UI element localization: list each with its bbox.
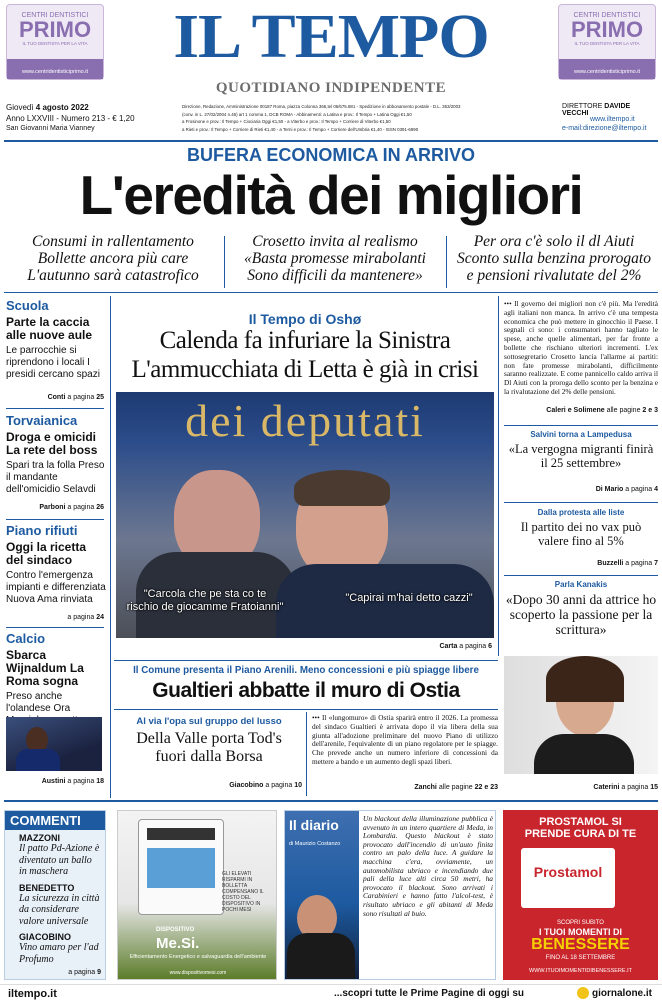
lead-author: Caleri e Solimene bbox=[546, 407, 605, 414]
comments-page-label: a pagina bbox=[68, 969, 98, 976]
lead-sub-line: «Basta promesse mirabolanti bbox=[244, 250, 426, 267]
footer-promo: ...scopri tutte le Prime Pagine di oggi su bbox=[334, 988, 525, 999]
ostia-headline[interactable]: Gualtieri abbatte il muro di Ostia bbox=[152, 679, 460, 702]
right-story-kicker: Parla Kanakis bbox=[554, 580, 608, 589]
lead-sub-divider bbox=[224, 236, 225, 288]
admin-line: Direzione, Redazione, Amministrazione 00187 Roma, piazza Colonna 366,tel 06/675.881 - Spedizione in abbonamento postale - D.L. 353/2003 bbox=[182, 104, 461, 109]
right-story-headline: «Dopo 30 anni da attrice ho scoperto la passione per la scrittura» bbox=[505, 592, 657, 637]
column-divider bbox=[306, 712, 307, 796]
primo-ad-url: www.centridentisticiprimo.it bbox=[21, 69, 89, 75]
tods-kicker: Al via l'opa sul gruppo del lusso bbox=[136, 716, 282, 727]
comments-box[interactable] bbox=[4, 810, 106, 980]
comment-text: La sicurezza in città da considerare valore universale bbox=[19, 892, 100, 927]
diario-title: Il diario bbox=[289, 817, 339, 833]
mesi-device bbox=[138, 819, 224, 915]
lead-ref bbox=[504, 407, 658, 414]
right-story-ref bbox=[593, 784, 658, 791]
footer-site[interactable]: iltempo.it bbox=[8, 988, 57, 1000]
issue-number: Anno LXXVIII - Numero 213 - € 1,20 bbox=[6, 114, 135, 123]
sidebar-item[interactable] bbox=[6, 631, 106, 791]
photo-banner-text: dei deputati bbox=[185, 395, 425, 446]
mesi-ad[interactable] bbox=[117, 810, 277, 980]
center-author: Carta bbox=[439, 643, 458, 650]
sidebar-ref bbox=[42, 778, 104, 785]
right-story-headline: «La vergogna migranti finirà il 25 settembre» bbox=[508, 442, 654, 470]
comment-text: Vino amaro per l'ad Profumo bbox=[19, 942, 99, 965]
sidebar-ref bbox=[48, 394, 104, 401]
tods-page-label: a pagina bbox=[263, 782, 295, 789]
sidebar-separator bbox=[6, 627, 104, 628]
right-story-page-label: a pagina bbox=[619, 784, 651, 791]
lead-sub-line: Sono difficili da mantenere» bbox=[247, 267, 423, 284]
center-headline-2[interactable]: L'ammucchiata di Letta è già in crisi bbox=[131, 356, 479, 383]
lead-sub-line: Bollette ancora più care bbox=[37, 250, 189, 267]
primo-ad-top: CENTRI DENTISTICI bbox=[21, 12, 89, 19]
newspaper-subtitle: QUOTIDIANO INDIPENDENTE bbox=[215, 80, 447, 96]
primo-ad-name: PRIMO bbox=[570, 17, 644, 42]
lead-divider bbox=[4, 292, 658, 293]
sidebar-headline: Sbarca Wijnaldum La Roma sogna bbox=[6, 648, 84, 688]
comment-author: GIACOBINO bbox=[19, 932, 72, 942]
sidebar-separator bbox=[6, 408, 104, 409]
comment-item[interactable] bbox=[19, 932, 101, 965]
tods-headline-2: fuori dalla Borsa bbox=[155, 748, 263, 765]
lead-sub-line: Crosetto invita al realismo bbox=[252, 233, 418, 250]
lead-sub-3 bbox=[448, 233, 660, 284]
bottom-section-divider bbox=[4, 800, 658, 802]
prost-head-2: PRENDE CURA DI TE bbox=[524, 828, 637, 840]
lead-sub-line: Sconto sulla benzina prorogato bbox=[457, 250, 651, 267]
right-col-separator bbox=[504, 575, 658, 576]
website-link[interactable]: www.iltempo.it bbox=[590, 116, 635, 123]
ostia-author: Zanchi bbox=[414, 784, 437, 791]
person-right-hair bbox=[294, 470, 390, 506]
prost-head-1: PROSTAMOL SI bbox=[539, 816, 622, 828]
primo-ad-left[interactable] bbox=[6, 4, 104, 80]
lead-headline[interactable]: L'eredità dei migliori bbox=[79, 164, 583, 226]
admin-line: a Frosinone e prov.: Il Tempo + Ciociaria Oggi €1,50 - a Viterbo e prov.: Il Tempo + Corriere di Viterbo €1,50 bbox=[182, 119, 391, 124]
admin-line: (conv. in L. 27/02/2004 n.46) art 1 comma 1, DCB ROMA - Abbinamenti: a Latina e prov.: Il Tempo + Latina Oggi €1,50 bbox=[182, 111, 412, 117]
newspaper-logo[interactable]: IL TEMPO bbox=[173, 1, 489, 72]
primo-ad-name: PRIMO bbox=[18, 17, 92, 42]
sidebar-page: 18 bbox=[96, 778, 104, 785]
right-story-author: Caterini bbox=[593, 784, 620, 791]
sidebar-separator bbox=[6, 519, 104, 520]
prost-brand: Prostamol bbox=[533, 864, 603, 880]
right-story-kicker: Salvini torna a Lampedusa bbox=[530, 430, 632, 439]
primo-ad-tag: IL TUO DENTISTA PER LA VITA bbox=[574, 41, 640, 46]
lead-sub-line: e pensioni rivalutate del 2% bbox=[466, 267, 642, 284]
ostia-divider bbox=[114, 660, 498, 661]
primo-ad-tag: IL TUO DENTISTA PER LA VITA bbox=[22, 41, 88, 46]
prost-cta-4: FINO AL 18 SETTEMBRE bbox=[545, 955, 616, 961]
right-story-page-label: a pagina bbox=[623, 560, 655, 567]
comment-item[interactable] bbox=[19, 833, 101, 878]
saint-of-day: San Giovanni Maria Vianney bbox=[6, 125, 95, 132]
sidebar-ref bbox=[67, 614, 104, 621]
date-main: 4 agosto 2022 bbox=[35, 103, 89, 112]
right-story[interactable] bbox=[504, 580, 658, 800]
tods-author: Giacobino bbox=[229, 782, 264, 789]
right-story-kicker: Dalla protesta alle liste bbox=[537, 508, 625, 517]
director-label: DIRETTORE bbox=[562, 103, 605, 110]
center-kicker: Il Tempo di Oshø bbox=[248, 311, 362, 327]
right-story-page: 4 bbox=[654, 486, 658, 493]
right-story-photo bbox=[504, 656, 658, 774]
tods-page: 10 bbox=[294, 782, 302, 789]
lead-sub-line: Consumi in rallentamento bbox=[32, 233, 194, 250]
primo-ad-right[interactable] bbox=[558, 4, 656, 80]
center-headline-1[interactable]: Calenda fa infuriare la Sinistra bbox=[159, 327, 451, 354]
email-link[interactable]: e-mail:direzione@iltempo.it bbox=[562, 125, 647, 132]
comment-text: Il patto Pd-Azione è diventato un ballo in maschera bbox=[19, 843, 100, 877]
sidebar-page: 24 bbox=[96, 614, 104, 621]
ostia-body: ••• Il «lungomuro» di Ostia sparirà entro il 2026. La promessa del sindaco Gualtieri è arrivata dopo il via libera della sua giunta all'adozione preliminare del nuovo Piano di utilizzo dell'arenile, l'equivalente di un piano regolatore per le spiagge. Che prevede anche un numero inferiore di concessioni da mettere a bando e un aumento degli spazi liberi. bbox=[312, 713, 498, 766]
sidebar-page-label: a pagina bbox=[65, 778, 97, 785]
issue-date bbox=[6, 103, 89, 112]
bubble-line: rischio de giocamme Fratoianni" bbox=[126, 601, 284, 613]
right-story-headline: Il partito dei no vax può valere fino al 5% bbox=[520, 520, 642, 548]
ostia-page-label: alle pagine bbox=[436, 784, 475, 791]
sidebar-section: Piano rifiuti bbox=[6, 523, 78, 538]
center-page: 6 bbox=[488, 643, 492, 650]
right-story-author: Di Mario bbox=[595, 486, 624, 493]
sidebar-page-label: a pagina bbox=[67, 614, 97, 621]
sidebar-headline: Droga e omicidi La rete del boss bbox=[6, 430, 98, 457]
sidebar-item[interactable] bbox=[6, 523, 106, 629]
masthead-divider bbox=[4, 140, 658, 142]
sidebar-item[interactable] bbox=[6, 413, 106, 519]
sidebar-headline: Parte la caccia alle nuove aule bbox=[6, 315, 93, 342]
sidebar-page-label: a pagina bbox=[65, 504, 97, 511]
lead-page-label: alle pagine bbox=[604, 407, 643, 414]
comment-item[interactable] bbox=[19, 883, 101, 928]
right-col-separator bbox=[504, 502, 658, 503]
lead-pages: 2 e 3 bbox=[642, 407, 658, 414]
right-story-page: 15 bbox=[650, 784, 658, 791]
prost-url: WWW.ITUOIMOMENTIDIBENESSERE.IT bbox=[529, 968, 632, 974]
column-divider bbox=[498, 296, 499, 656]
lead-sub-line: Per ora c'è solo il dl Aiuti bbox=[473, 233, 635, 250]
lead-kicker: BUFERA ECONOMICA IN ARRIVO bbox=[187, 145, 475, 165]
diario-byline: di Maurizio Costanzo bbox=[289, 841, 341, 847]
right-story-page-label: a pagina bbox=[623, 486, 655, 493]
center-ref bbox=[380, 643, 492, 650]
center-page-label: a pagina bbox=[457, 643, 489, 650]
tods-story[interactable] bbox=[114, 716, 304, 796]
speech-bubble-right: "Capirai m'hai detto cazzi" bbox=[345, 592, 473, 604]
mesi-sub: DISPOSITIVO bbox=[156, 927, 195, 933]
ostia-kicker: Il Comune presenta il Piano Arenili. Meno concessioni e più spiagge libere bbox=[133, 665, 479, 676]
mesi-brand: Me.Si. bbox=[156, 935, 200, 952]
director bbox=[562, 103, 658, 117]
lead-article-body: ••• Il governo dei migliori non c'è più. Ma l'eredità agli italiani non manca. In arrivo c'è una tempesta economica che può mettere in ginocchio il Paese. I segnali ci sono: i consumatori hanno tagliato le spese, anche quelle alimentari, per far fronte a bollette che rischiano ulteriori incrementi. L'ex sottosegretario Crosetto lancia l'allarme ai partiti: non fate promesse mirabolanti, difficilmente saranno realizzate. E come pannicello caldo arriva il Dl Aiuti con la proroga dello sconto per la benzina e la rivalutazione del 2% delle pensioni. bbox=[504, 299, 658, 396]
right-col-separator bbox=[504, 425, 658, 426]
sidebar-section: Scuola bbox=[6, 298, 49, 313]
sidebar-body: Preso anche l'olandese Ora bbox=[6, 691, 71, 714]
center-photo[interactable] bbox=[116, 392, 494, 638]
primo-ad-url: www.centridentisticiprimo.it bbox=[573, 69, 641, 75]
sidebar-body: Spari tra la folla Preso il mandante dell'omicidio Selavdi bbox=[6, 460, 105, 495]
right-story-ref bbox=[596, 486, 658, 493]
right-story-page: 7 bbox=[654, 560, 658, 567]
mesi-text: GLI ELEVATI RISPARMI IN BOLLETTA COMPENSANO IL COSTO DEL DISPOSITIVO IN POCHI MESI bbox=[222, 871, 264, 913]
comments-title: COMMENTI bbox=[5, 811, 105, 830]
sidebar-author: Austini bbox=[41, 778, 66, 785]
ostia-pages: 22 e 23 bbox=[474, 784, 498, 791]
right-story[interactable] bbox=[504, 508, 658, 570]
comment-author: BENEDETTO bbox=[19, 882, 75, 893]
comment-author: MAZZONI bbox=[19, 833, 60, 843]
sidebar-photo bbox=[6, 717, 102, 771]
prost-cta-1: SCOPRI SUBITO bbox=[557, 920, 604, 926]
tods-ref bbox=[229, 782, 302, 789]
sidebar-body: Contro l'emergenza impianti e differenziata Nuova Ama rinviata bbox=[6, 570, 106, 605]
bubble-line: "Carcola che pe sta co te bbox=[143, 588, 267, 600]
lead-sub-divider bbox=[446, 236, 447, 288]
sidebar-page-label: a pagina bbox=[65, 394, 97, 401]
diario-box[interactable] bbox=[284, 810, 496, 980]
lead-sub-2 bbox=[226, 233, 444, 284]
ostia-divider bbox=[114, 709, 498, 710]
date-prefix: Giovedì bbox=[6, 103, 36, 112]
right-story[interactable] bbox=[504, 430, 658, 496]
column-divider bbox=[110, 296, 111, 798]
sidebar-ref bbox=[39, 504, 104, 511]
prost-cta-2: I TUOI MOMENTI DI bbox=[539, 927, 622, 937]
sidebar-section: Calcio bbox=[6, 631, 46, 646]
primo-ad-top: CENTRI DENTISTICI bbox=[573, 12, 641, 19]
footer-giornalone[interactable]: giornalone.it bbox=[592, 988, 652, 999]
sidebar-body: Le parrocchie si riprendono i locali I presidi cercano spazi bbox=[6, 345, 100, 380]
mesi-claim: Efficientamento Energetico e salvaguardia dell'ambiente bbox=[129, 954, 267, 960]
diario-header bbox=[285, 811, 359, 979]
prost-cta-3: BENESSERE bbox=[531, 936, 630, 953]
comments-ref bbox=[68, 969, 101, 976]
sidebar-author: Conti bbox=[47, 394, 66, 401]
prost-box bbox=[521, 848, 615, 908]
sidebar-page: 26 bbox=[96, 504, 104, 511]
sidebar-item[interactable] bbox=[6, 298, 106, 404]
sidebar-page: 25 bbox=[96, 394, 104, 401]
sidebar-headline: Oggi la ricetta del sindaco bbox=[6, 540, 87, 567]
diario-body: Un blackout della illuminazione pubblica è avvenuto in un intero quartiere di Meda, in Lombardia. Questo blackout è stato provocato dall'incendio di un'auto finita contro un palo della luce. A guidare la macchina c'era, ovviamente, un automobilista ubriaco e incendiando due pali della luce alti circa 50 metri, ha provocato il blackout. Sono arrivati i Carabinieri e hanno fatto l'alcol-test, è risultato ubriaco e gli abitanti di Meda sono risultati al buio. bbox=[363, 814, 493, 918]
sidebar-author: Parboni bbox=[39, 504, 66, 511]
right-story-author: Buzzelli bbox=[597, 560, 624, 567]
mesi-url: www.dispositivomesi.com bbox=[169, 970, 227, 976]
speech-bubble-left bbox=[120, 588, 290, 614]
lead-sub-1 bbox=[4, 233, 222, 284]
lead-sub-line: L'autunno sarà catastrofico bbox=[27, 267, 199, 284]
tods-headline-1: Della Valle porta Tod's bbox=[136, 730, 282, 747]
sidebar-section: Torvaianica bbox=[6, 413, 78, 428]
giornalone-logo-icon bbox=[577, 987, 589, 999]
admin-line: a Rieti e prov.: Il Tempo + Corriere di Rieti €1,40 - a Terni e prov.: Il Tempo + Corriere dell'Umbria €1,40 - ISSN 0391-6990 bbox=[182, 126, 419, 132]
admin-info bbox=[182, 103, 480, 133]
comments-page: 9 bbox=[97, 969, 101, 976]
director-name: DAVIDE VECCHI bbox=[562, 103, 631, 117]
ostia-ref bbox=[312, 784, 498, 791]
prostamol-ad[interactable] bbox=[503, 810, 658, 980]
right-story-ref bbox=[597, 560, 658, 567]
footer-bar bbox=[0, 984, 662, 1004]
